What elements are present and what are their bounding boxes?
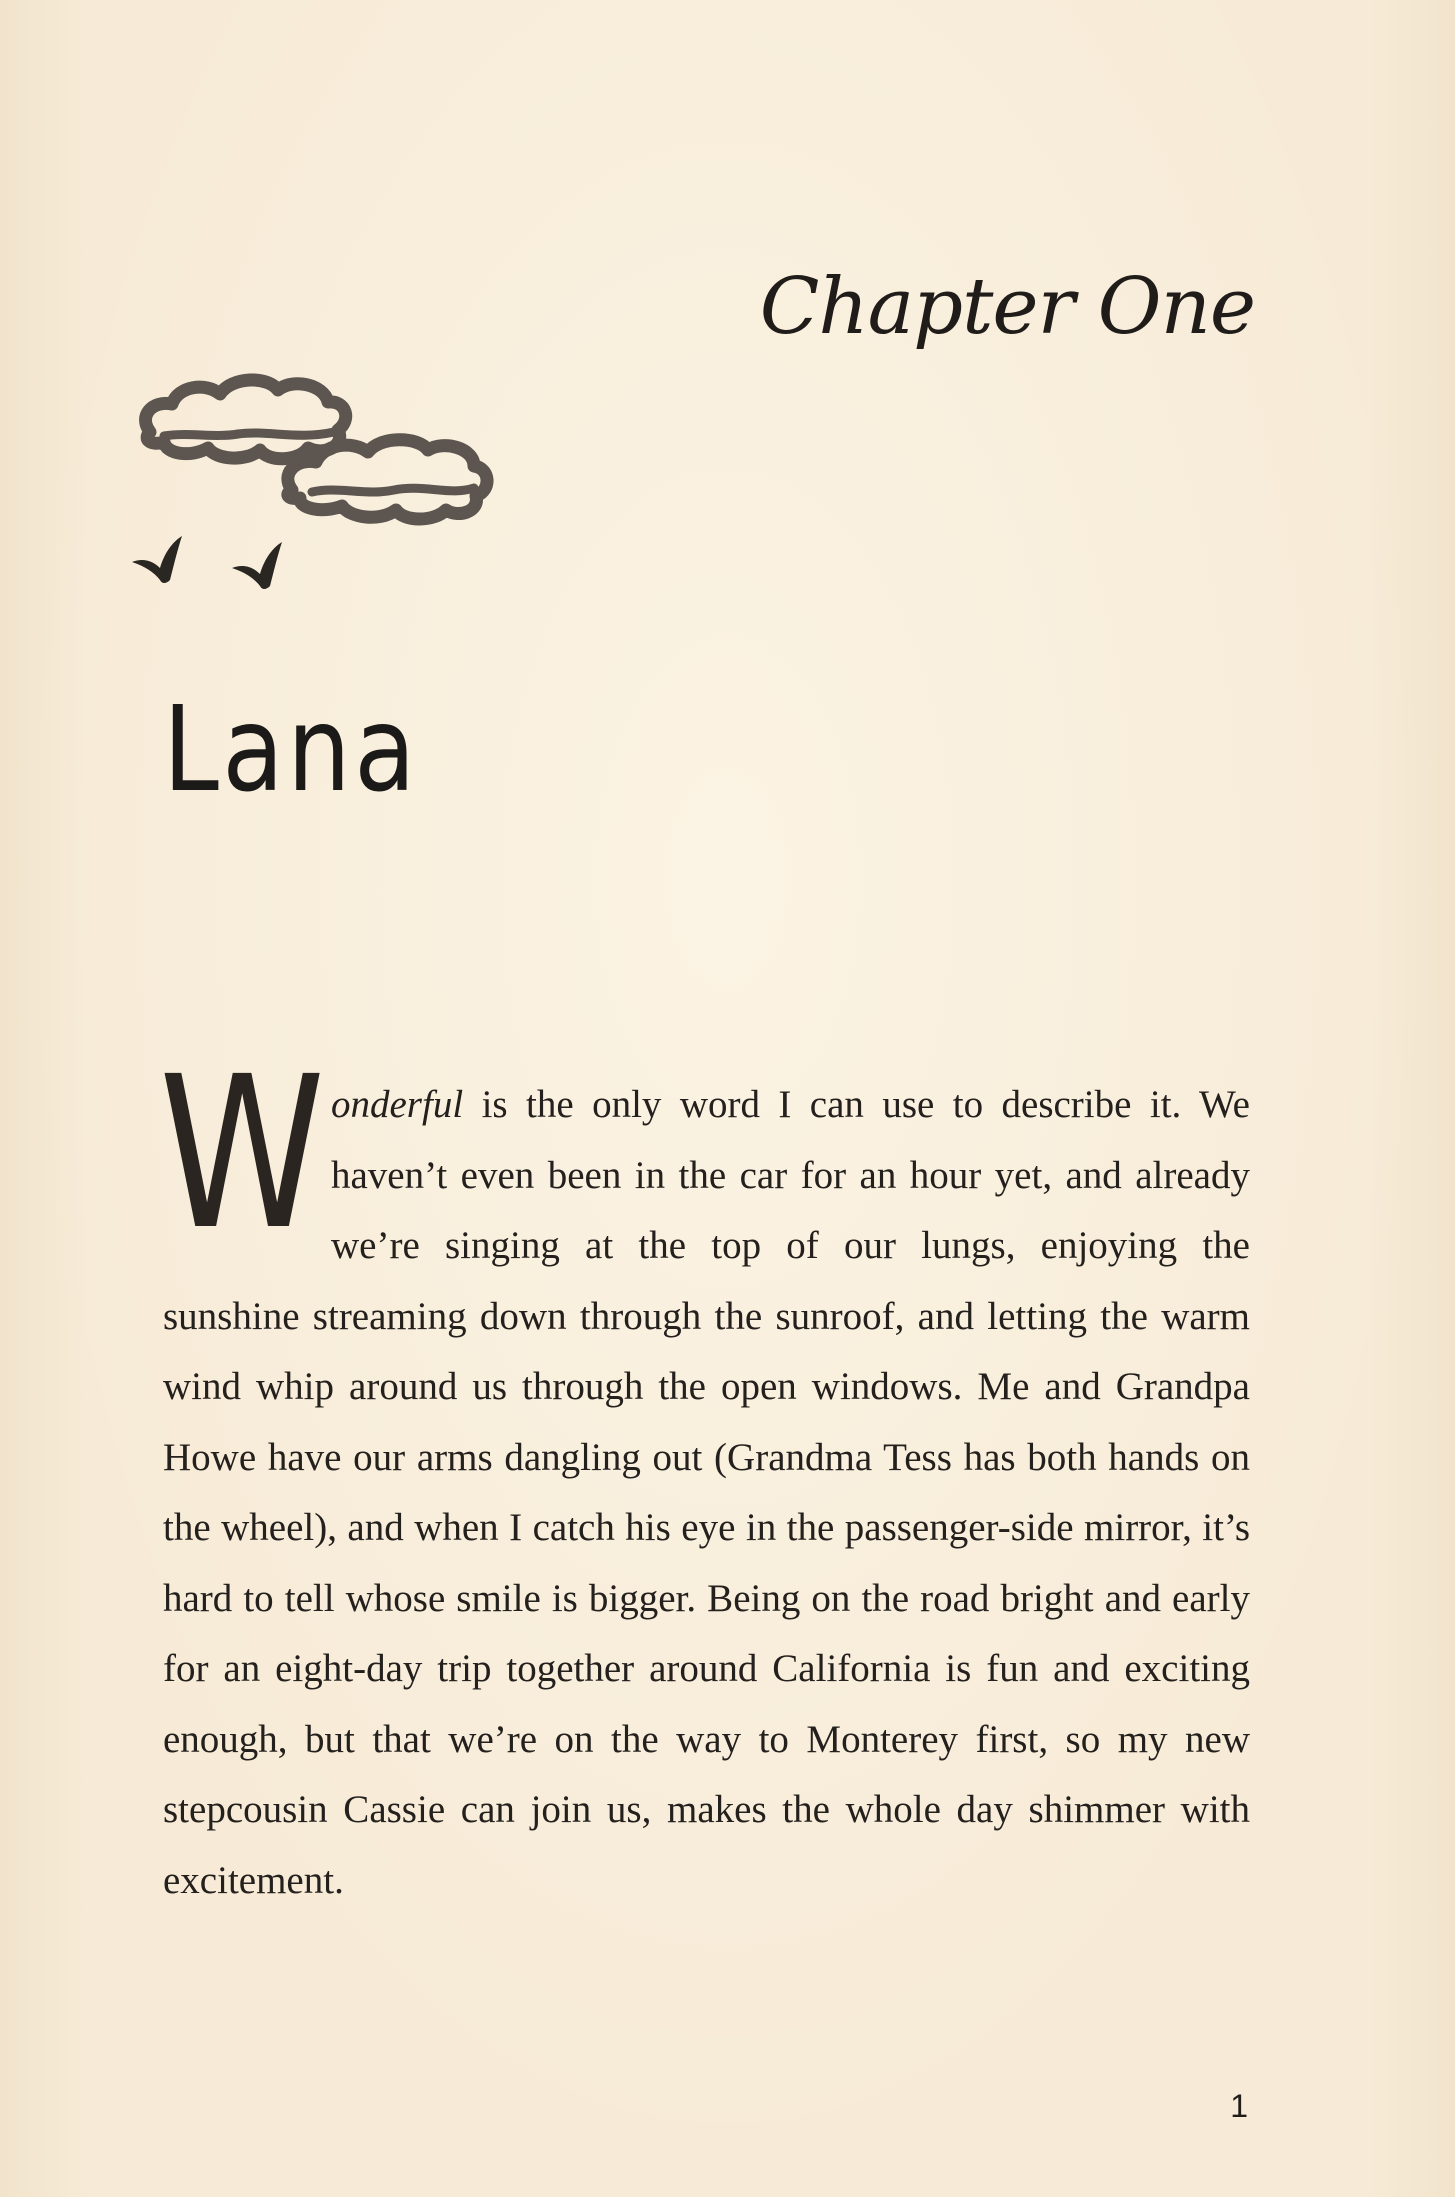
first-word-italic: onderful [331, 1083, 464, 1126]
character-name: Lana [163, 680, 419, 818]
page-number: 1 [1230, 2088, 1248, 2124]
chapter-heading: Chapter One [759, 262, 1255, 352]
paragraph-text: is the only word I can use to describe it. We haven’t even been in the car for an hour yet, and already we’re singing at the top of our lungs, enjoying the sunshine streaming down through the sunroof, and letting the warm wind whip around us through the open windows. Me and Grandpa Howe have our arms dangling out (Grandma Tess has both hands on the wheel), and when I catch his eye in the passenger-side mirror, it’s hard to tell whose smile is bigger. Being on the road bright and early for an eight-day trip together around California is fun and exciting enough, but that we’re on the way to Monterey first, so my new stepcousin Cassie can join us, makes the whole day shimmer with excitement. [163, 1083, 1250, 1902]
birds-icon [128, 528, 308, 598]
body-paragraph [159, 1031, 1250, 1916]
drop-cap: W [159, 1031, 326, 1276]
